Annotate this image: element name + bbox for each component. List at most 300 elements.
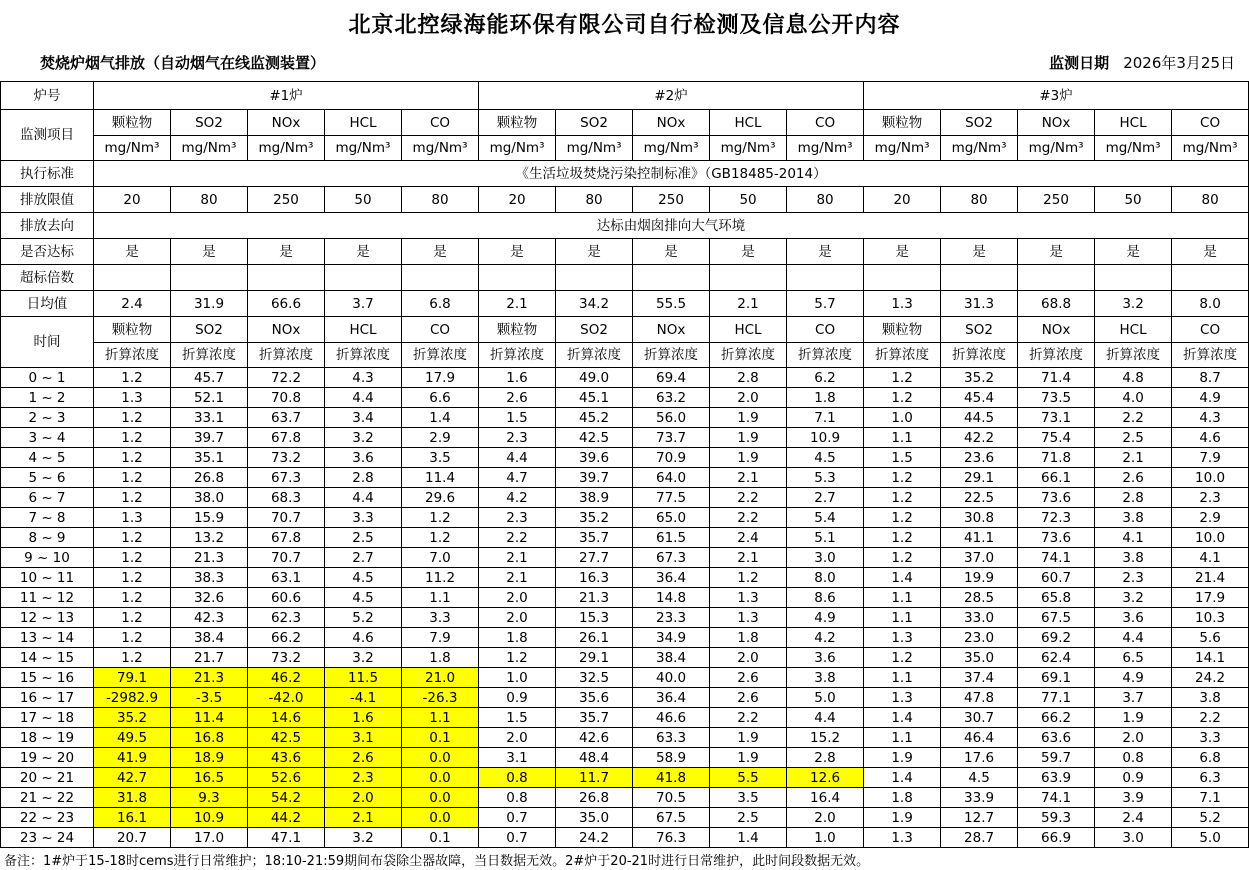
hour-value: 1.2 [94,468,171,488]
hour-value: 6.5 [1095,648,1172,668]
daily-avg-value: 31.3 [941,291,1018,317]
hour-value: 29.1 [941,468,1018,488]
hour-value: 39.6 [556,448,633,468]
time-range: 5 ~ 6 [1,468,94,488]
hour-value: 76.3 [633,828,710,848]
hour-value: 18.9 [171,748,248,768]
table-row [1,668,1249,688]
hour-value: 60.6 [248,588,325,608]
hour-value: 4.4 [479,448,556,468]
table-row [1,748,1249,768]
table-row [1,408,1249,428]
limit-value: 50 [325,187,402,213]
unit-cell: mg/Nm³ [556,136,633,161]
hour-value: 14.1 [1172,648,1249,668]
hour-value: 1.4 [864,708,941,728]
hour-value: 5.0 [1172,828,1249,848]
hour-value: 45.7 [171,368,248,388]
hour-value: 62.4 [1018,648,1095,668]
hour-value: 2.6 [1095,468,1172,488]
pollutant-name: SO2 [556,110,633,136]
hour-value: 67.5 [633,808,710,828]
conc-label: 折算浓度 [94,343,171,368]
pollutant-name: NOx [248,110,325,136]
limit-value: 20 [864,187,941,213]
unit-cell: mg/Nm³ [633,136,710,161]
pollutant-name: SO2 [171,317,248,343]
hour-value: 22.5 [941,488,1018,508]
hour-value: 2.4 [1095,808,1172,828]
hour-value: 7.9 [1172,448,1249,468]
hour-value: 2.8 [1095,488,1172,508]
hour-value: 35.2 [556,508,633,528]
unit-cell: mg/Nm³ [1018,136,1095,161]
hour-value: 11.7 [556,768,633,788]
hour-value: 42.2 [941,428,1018,448]
hour-value: 2.6 [710,668,787,688]
pollutant-name: SO2 [941,110,1018,136]
hour-value: 2.9 [402,428,479,448]
hour-value: -26.3 [402,688,479,708]
pollutant-name: SO2 [171,110,248,136]
table-row [1,588,1249,608]
hour-value: 59.3 [1018,808,1095,828]
hour-value: 63.9 [1018,768,1095,788]
pollutant-name: HCL [1095,317,1172,343]
pollutant-name: CO [402,317,479,343]
hour-value: 0.0 [402,788,479,808]
hour-value: 1.2 [479,648,556,668]
hour-value: 4.4 [1095,628,1172,648]
hour-value: 67.8 [248,428,325,448]
compliant-value: 是 [1095,239,1172,265]
hour-value: 29.1 [556,648,633,668]
pollutant-name: HCL [710,317,787,343]
pollutant-name: HCL [325,110,402,136]
hour-value: 4.9 [1172,388,1249,408]
conc-label: 折算浓度 [171,343,248,368]
hour-value: 37.0 [941,548,1018,568]
unit-cell: mg/Nm³ [787,136,864,161]
compliant-value: 是 [710,239,787,265]
hour-value: 2.3 [479,428,556,448]
hour-value: 4.0 [1095,388,1172,408]
hour-value: 24.2 [1172,668,1249,688]
hour-value: 42.6 [556,728,633,748]
daily-avg-value: 6.8 [402,291,479,317]
hour-value: 73.1 [1018,408,1095,428]
hour-value: 3.5 [710,788,787,808]
hour-value: 1.8 [479,628,556,648]
hour-value: 10.0 [1172,528,1249,548]
hour-value: 52.1 [171,388,248,408]
conc-label: 折算浓度 [864,343,941,368]
hour-value: 1.2 [94,588,171,608]
table-subtitle: 焚烧炉烟气排放（自动烟气在线监测装置） [40,54,326,72]
time-range: 22 ~ 23 [1,808,94,828]
hour-value: 3.7 [1095,688,1172,708]
exceed-value [171,265,248,291]
time-range: 7 ~ 8 [1,508,94,528]
time-range: 4 ~ 5 [1,448,94,468]
hour-value: 2.7 [787,488,864,508]
time-range: 13 ~ 14 [1,628,94,648]
table-row [1,728,1249,748]
pollutant-name: CO [1172,110,1249,136]
hour-value: 67.3 [248,468,325,488]
time-range: 19 ~ 20 [1,748,94,768]
hour-value: 5.5 [710,768,787,788]
hour-value: 1.3 [710,608,787,628]
exceed-value [325,265,402,291]
conc-label: 折算浓度 [325,343,402,368]
hour-value: 15.2 [787,728,864,748]
table-row [1,388,1249,408]
time-range: 15 ~ 16 [1,668,94,688]
hour-value: 1.0 [864,408,941,428]
hour-value: 2.0 [710,388,787,408]
hour-value: 5.2 [1172,808,1249,828]
table-row [1,548,1249,568]
hour-value: 3.8 [1095,508,1172,528]
hour-value: 37.4 [941,668,1018,688]
hour-value: 3.8 [787,668,864,688]
hour-value: 45.1 [556,388,633,408]
daily-avg-value: 2.1 [479,291,556,317]
hour-value: 12.6 [787,768,864,788]
hour-value: 1.8 [402,648,479,668]
hour-value: 1.3 [710,588,787,608]
hour-value: 58.9 [633,748,710,768]
hour-value: 2.8 [325,468,402,488]
hour-value: 0.1 [402,828,479,848]
hour-value: 11.4 [171,708,248,728]
hour-value: 2.3 [1172,488,1249,508]
standard-text: 《生活垃圾焚烧污染控制标准》（GB18485-2014） [94,161,1249,187]
hour-value: 70.5 [633,788,710,808]
table-row [1,648,1249,668]
hour-value: 1.4 [864,568,941,588]
hour-value: 1.2 [402,508,479,528]
hour-value: 65.0 [633,508,710,528]
hour-value: 70.8 [248,388,325,408]
hour-value: 42.5 [248,728,325,748]
hour-value: 41.9 [94,748,171,768]
unit-cell: mg/Nm³ [325,136,402,161]
hour-value: 69.1 [1018,668,1095,688]
date-label: 监测日期 [1049,54,1110,72]
hour-value: 4.4 [325,488,402,508]
hour-value: 2.3 [325,768,402,788]
hour-value: 52.6 [248,768,325,788]
hour-value: 2.0 [325,788,402,808]
hour-value: 3.2 [325,648,402,668]
hour-value: 0.8 [479,768,556,788]
hour-value: 77.1 [1018,688,1095,708]
compliant-value: 是 [1018,239,1095,265]
table-row [1,768,1249,788]
hour-value: 14.6 [248,708,325,728]
hour-value: 2.1 [710,468,787,488]
hour-value: 27.7 [556,548,633,568]
hour-value: 8.0 [787,568,864,588]
hour-value: 2.0 [479,588,556,608]
time-range: 1 ~ 2 [1,388,94,408]
hour-value: 79.1 [94,668,171,688]
table-row [1,448,1249,468]
hour-value: 2.1 [479,568,556,588]
daily-avg-value: 55.5 [633,291,710,317]
hour-value: 1.1 [864,608,941,628]
exceed-value [633,265,710,291]
hour-value: 21.3 [556,588,633,608]
hour-value: 5.3 [787,468,864,488]
hour-value: 66.1 [1018,468,1095,488]
pollutant-name: HCL [1095,110,1172,136]
hour-value: 46.4 [941,728,1018,748]
pollutant-name: 颗粒物 [479,317,556,343]
time-range: 0 ~ 1 [1,368,94,388]
hour-value: 17.9 [402,368,479,388]
hour-value: 48.4 [556,748,633,768]
time-range: 14 ~ 15 [1,648,94,668]
hour-value: 63.1 [248,568,325,588]
conc-label: 折算浓度 [402,343,479,368]
hour-value: 20.7 [94,828,171,848]
unit-cell: mg/Nm³ [864,136,941,161]
monitor-date [1049,52,1235,73]
hour-value: 38.4 [171,628,248,648]
hour-value: 32.5 [556,668,633,688]
hour-value: 35.0 [556,808,633,828]
row-label-exceed: 超标倍数 [1,265,94,291]
hour-value: 72.2 [248,368,325,388]
hour-value: 3.3 [325,508,402,528]
conc-label: 折算浓度 [1018,343,1095,368]
hour-value: 2.2 [710,488,787,508]
unit-cell: mg/Nm³ [710,136,787,161]
hour-value: 35.7 [556,528,633,548]
hour-value: 4.7 [479,468,556,488]
destination-text: 达标由烟囱排向大气环境 [94,213,1249,239]
hour-value: 3.5 [402,448,479,468]
hour-value: 1.8 [787,388,864,408]
hour-value: 4.1 [1095,528,1172,548]
hour-value: 1.2 [94,548,171,568]
conc-label: 折算浓度 [1095,343,1172,368]
hour-value: 1.2 [94,648,171,668]
hour-value: 73.7 [633,428,710,448]
hour-value: 4.9 [1095,668,1172,688]
row-label-standard: 执行标准 [1,161,94,187]
hour-value: 3.3 [402,608,479,628]
hour-value: 1.9 [710,408,787,428]
hour-value: 1.6 [479,368,556,388]
hour-value: 1.4 [864,768,941,788]
hour-value: 6.2 [787,368,864,388]
hour-value: 70.7 [248,548,325,568]
hour-value: 67.5 [1018,608,1095,628]
hour-value: 16.4 [787,788,864,808]
hour-value: 1.0 [787,828,864,848]
hour-value: 1.1 [864,428,941,448]
hour-value: 44.2 [248,808,325,828]
hour-value: 71.8 [1018,448,1095,468]
table-row [1,788,1249,808]
hour-value: 1.2 [864,388,941,408]
hour-value: 74.1 [1018,548,1095,568]
pollutant-name: CO [787,317,864,343]
hour-value: 3.9 [1095,788,1172,808]
compliant-value: 是 [556,239,633,265]
hour-value: 28.5 [941,588,1018,608]
row-label-compliant: 是否达标 [1,239,94,265]
conc-label: 折算浓度 [479,343,556,368]
hour-value: 5.2 [325,608,402,628]
hour-value: 1.9 [710,428,787,448]
hour-value: 10.3 [1172,608,1249,628]
hour-value: 1.4 [402,408,479,428]
limit-value: 50 [710,187,787,213]
hour-value: 1.1 [402,588,479,608]
pollutant-name: CO [1172,317,1249,343]
pollutant-name: NOx [248,317,325,343]
hour-value: 36.4 [633,688,710,708]
table-row [1,608,1249,628]
hour-value: 1.2 [94,368,171,388]
furnace-header: #1炉 [94,82,479,110]
hour-value: 49.0 [556,368,633,388]
hour-value: 1.2 [94,408,171,428]
hour-value: 1.0 [479,668,556,688]
hour-value: 6.3 [1172,768,1249,788]
pollutant-name: NOx [633,317,710,343]
hour-value: 77.5 [633,488,710,508]
hour-value: 41.1 [941,528,1018,548]
pollutant-name: NOx [1018,110,1095,136]
hour-value: 1.2 [94,608,171,628]
hour-value: 4.4 [325,388,402,408]
hour-value: 17.0 [171,828,248,848]
hour-value: 2.0 [479,728,556,748]
hour-value: 3.0 [787,548,864,568]
time-range: 17 ~ 18 [1,708,94,728]
hour-value: 67.8 [248,528,325,548]
hour-value: 12.7 [941,808,1018,828]
limit-value: 80 [402,187,479,213]
compliant-value: 是 [787,239,864,265]
hour-value: 17.9 [1172,588,1249,608]
hour-value: 6.6 [402,388,479,408]
exceed-value [1018,265,1095,291]
hour-value: 70.9 [633,448,710,468]
hour-value: 4.6 [1172,428,1249,448]
table-row [1,628,1249,648]
hour-value: 3.8 [1172,688,1249,708]
time-range: 10 ~ 11 [1,568,94,588]
hour-value: 0.0 [402,808,479,828]
compliant-value: 是 [248,239,325,265]
hour-value: 29.6 [402,488,479,508]
hour-value: 1.2 [864,548,941,568]
limit-value: 80 [171,187,248,213]
exceed-value [479,265,556,291]
row-label-destination: 排放去向 [1,213,94,239]
exceed-value [1172,265,1249,291]
hour-value: 3.1 [479,748,556,768]
pollutant-name: NOx [633,110,710,136]
hour-value: 5.0 [787,688,864,708]
hour-value: 69.4 [633,368,710,388]
hour-value: 38.4 [633,648,710,668]
hour-value: 4.1 [1172,548,1249,568]
hour-value: 0.9 [479,688,556,708]
table-row [1,808,1249,828]
daily-avg-value: 1.3 [864,291,941,317]
compliant-value: 是 [171,239,248,265]
hour-value: 44.5 [941,408,1018,428]
hour-value: 71.4 [1018,368,1095,388]
hour-value: 3.3 [1172,728,1249,748]
hour-value: 73.6 [1018,528,1095,548]
hour-value: 2.2 [1172,708,1249,728]
hour-value: 56.0 [633,408,710,428]
row-label-limit: 排放限值 [1,187,94,213]
hour-value: 45.2 [556,408,633,428]
hour-value: 3.2 [1095,588,1172,608]
hour-value: 43.6 [248,748,325,768]
hour-value: 2.7 [325,548,402,568]
hour-value: 42.7 [94,768,171,788]
hour-value: 33.0 [941,608,1018,628]
pollutant-name: CO [787,110,864,136]
time-range: 8 ~ 9 [1,528,94,548]
hour-value: 3.1 [325,728,402,748]
hour-value: 1.9 [864,748,941,768]
hour-value: 39.7 [556,468,633,488]
hour-value: 21.0 [402,668,479,688]
daily-avg-value: 34.2 [556,291,633,317]
hour-value: 54.2 [248,788,325,808]
hour-value: -42.0 [248,688,325,708]
hour-value: 1.8 [710,628,787,648]
hour-value: 7.1 [1172,788,1249,808]
hour-value: 1.1 [402,708,479,728]
hour-value: 0.9 [1095,768,1172,788]
hour-value: -3.5 [171,688,248,708]
daily-avg-value: 3.7 [325,291,402,317]
hour-value: 2.2 [710,508,787,528]
hour-value: 38.3 [171,568,248,588]
table-row [1,828,1249,848]
hour-value: 1.2 [94,628,171,648]
daily-avg-value: 2.1 [710,291,787,317]
table-row [1,468,1249,488]
limit-value: 80 [941,187,1018,213]
hour-value: 9.3 [171,788,248,808]
hour-value: 2.1 [710,548,787,568]
hour-value: 32.6 [171,588,248,608]
hour-value: 74.1 [1018,788,1095,808]
pollutant-name: 颗粒物 [479,110,556,136]
hour-value: 23.3 [633,608,710,628]
hour-value: 24.2 [556,828,633,848]
hour-value: 1.2 [94,488,171,508]
exceed-value [787,265,864,291]
limit-value: 20 [479,187,556,213]
hour-value: 7.9 [402,628,479,648]
exceed-value [556,265,633,291]
